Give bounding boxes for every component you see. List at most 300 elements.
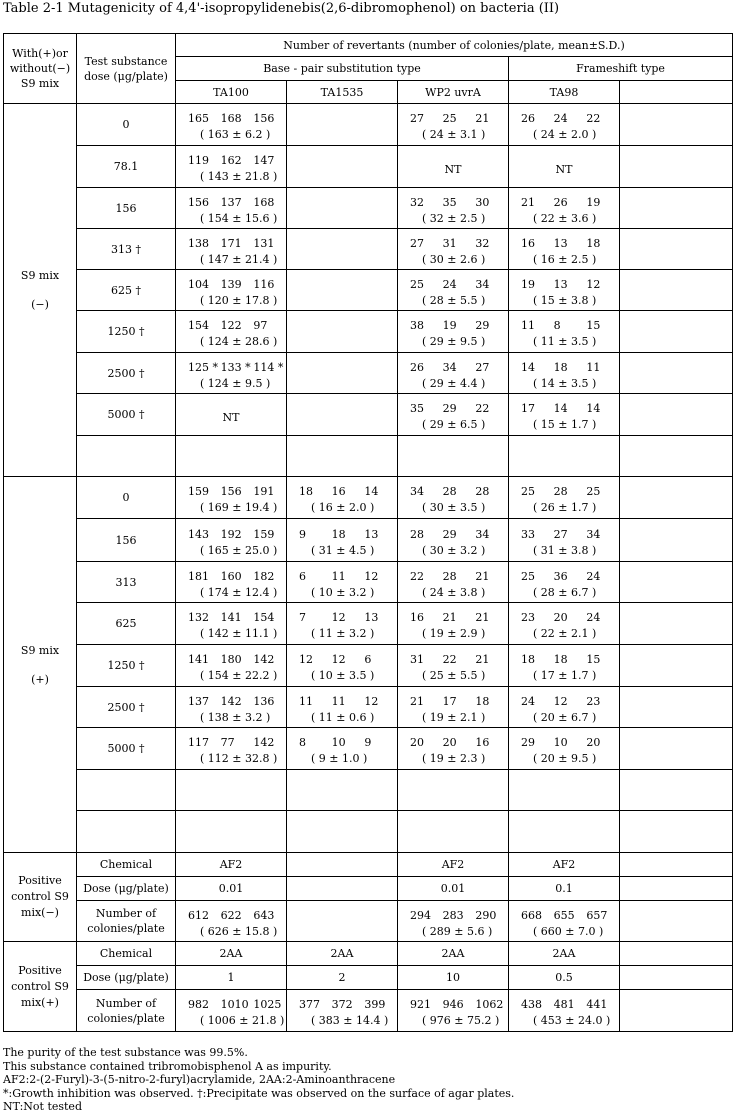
cell-ta98 <box>509 146 620 188</box>
mean-sd: ( 16 ± 2.0 ) <box>311 501 375 514</box>
plate-count: 20 <box>586 736 601 749</box>
group-sign: (−) <box>31 298 49 311</box>
cell-ta98 <box>509 687 620 728</box>
plate-count: 25 <box>521 485 535 498</box>
positive-control-row <box>4 877 733 901</box>
plate-count: 11 <box>521 319 535 332</box>
plate-count: 27 <box>410 236 424 250</box>
mean-sd: ( 1006 ± 21.8 ) <box>200 1014 285 1027</box>
mean-sd: ( 19 ± 2.9 ) <box>422 627 486 640</box>
cell-wp2uvra <box>398 353 509 394</box>
plate-count: 946 <box>442 998 464 1011</box>
group-label: S9 mix <box>20 269 60 282</box>
cell-wp2uvra <box>398 811 509 853</box>
cell-wp2uvra <box>398 728 509 770</box>
empty-cell <box>620 104 733 146</box>
plate-count: 12 <box>331 653 346 666</box>
plate-count: 180 <box>220 653 242 666</box>
plate-count: 32 <box>410 195 424 209</box>
plate-count: 12 <box>331 611 346 624</box>
dose-cell: 0 <box>77 477 176 519</box>
empty-cell <box>620 146 733 188</box>
mean-sd: ( 29 ± 4.4 ) <box>422 376 486 390</box>
plate-count: 117 <box>188 736 209 749</box>
group-label-cell <box>4 477 77 853</box>
dose-cell: 2500 † <box>77 353 176 394</box>
plate-counts <box>398 731 508 751</box>
mean-sd: ( 976 ± 75.2 ) <box>422 1014 500 1027</box>
plate-count: 10 <box>553 736 568 749</box>
cell-ta98 <box>509 270 620 311</box>
positive-row-label: Dose (μg/plate) <box>77 877 176 901</box>
plate-count: 132 <box>188 611 209 624</box>
plate-count: 137 <box>188 694 209 708</box>
mean-sd: ( 147 ± 21.4 ) <box>200 252 278 266</box>
note-impurity: This substance contained tribromobisphenol A as impurity. <box>3 1059 332 1073</box>
plate-counts <box>287 648 397 668</box>
mean-sd: ( 22 ± 2.1 ) <box>533 627 597 640</box>
cell-text: 0.1 <box>555 882 573 895</box>
plate-count: 9 <box>299 527 306 541</box>
table-row <box>4 811 733 853</box>
plate-counts <box>509 993 619 1013</box>
plate-count: 982 <box>188 998 209 1011</box>
cell-ta1535 <box>287 562 398 603</box>
plate-counts <box>398 690 508 710</box>
empty-cell <box>620 519 733 562</box>
empty-cell <box>620 728 733 770</box>
plate-count: 12 <box>364 569 379 583</box>
plate-count: 12 <box>586 277 601 291</box>
cell-wp2uvra <box>398 477 509 519</box>
cell-ta98 <box>509 477 620 519</box>
mean-sd: ( 31 ± 4.5 ) <box>311 543 375 557</box>
mean-sd: ( 11 ± 3.5 ) <box>533 335 597 348</box>
empty-cell <box>620 603 733 645</box>
plate-counts <box>509 523 619 543</box>
plate-count: 168 <box>220 112 242 125</box>
plate-count: 6 <box>364 653 372 666</box>
cell-text: AF2 <box>219 858 243 871</box>
table-row <box>4 394 733 436</box>
positive-row-label: Dose (μg/plate) <box>77 966 176 990</box>
cell-wp2uvra <box>398 603 509 645</box>
plate-count: 36 <box>553 569 568 583</box>
cell-ta98 <box>509 603 620 645</box>
mean-sd: ( 626 ± 15.8 ) <box>200 924 278 938</box>
plate-count: 24 <box>442 277 457 291</box>
plate-count: 22 <box>442 653 457 666</box>
plate-count: 138 <box>188 236 209 250</box>
cell-ta1535 <box>287 188 398 229</box>
plate-counts <box>509 731 619 751</box>
plate-count: 32 <box>475 236 490 250</box>
plate-counts <box>176 731 286 751</box>
cell-ta100 <box>176 687 287 728</box>
mean-sd: ( 10 ± 3.2 ) <box>311 585 375 599</box>
empty-cell <box>620 436 733 477</box>
plate-counts <box>398 648 508 668</box>
cell-ta98 <box>509 770 620 811</box>
cell-ta98 <box>509 562 620 603</box>
mean-sd: ( 20 ± 6.7 ) <box>533 710 597 724</box>
cell-wp2uvra <box>398 877 509 901</box>
strain-ta100-header: TA100 <box>176 81 287 104</box>
mean-sd: ( 31 ± 3.8 ) <box>533 543 597 557</box>
plate-counts <box>287 480 397 500</box>
cell-ta100 <box>176 562 287 603</box>
plate-count: 133 * <box>220 360 251 374</box>
mean-sd: ( 24 ± 3.1 ) <box>422 128 486 141</box>
dose-cell: 156 <box>77 519 176 562</box>
positive-control-row <box>4 853 733 877</box>
plate-count: 142 <box>220 694 242 708</box>
plate-counts <box>509 273 619 293</box>
plate-count: 18 <box>586 236 601 250</box>
cell-text: 10 <box>446 971 460 984</box>
plate-count: 24 <box>586 569 601 583</box>
plate-count: 137 <box>220 195 242 209</box>
cell-ta100 <box>176 353 287 394</box>
plate-counts <box>398 356 508 376</box>
plate-count: 27 <box>410 112 424 125</box>
cell-ta98 <box>509 229 620 270</box>
cell-ta1535 <box>287 811 398 853</box>
plate-count: 31 <box>410 653 424 666</box>
plate-count: 290 <box>475 908 497 922</box>
cell-ta1535 <box>287 477 398 519</box>
plate-count: 14 <box>586 402 601 415</box>
group-label-cell <box>4 104 77 477</box>
dose-cell: 5000 † <box>77 394 176 436</box>
plate-count: 154 <box>253 611 275 624</box>
plate-count: 142 <box>253 736 275 749</box>
plate-count: 25 <box>521 569 535 583</box>
plate-count: 441 <box>586 998 608 1011</box>
plate-count: 19 <box>521 277 535 291</box>
cell-ta98 <box>509 728 620 770</box>
cell-ta1535 <box>287 311 398 353</box>
cell-wp2uvra <box>398 770 509 811</box>
cell-ta100 <box>176 229 287 270</box>
plate-count: 11 <box>331 569 346 583</box>
plate-count: 22 <box>586 112 601 125</box>
plate-count: 31 <box>442 236 457 250</box>
empty-cell <box>620 394 733 436</box>
cell-ta100 <box>176 146 287 188</box>
plate-count: 27 <box>553 527 568 541</box>
cell-ta100 <box>176 966 287 990</box>
plate-counts <box>509 904 619 924</box>
cell-ta100 <box>176 519 287 562</box>
plate-count: 21 <box>475 653 490 666</box>
plate-count: 30 <box>475 195 490 209</box>
plate-count: 28 <box>553 485 568 498</box>
plate-count: 23 <box>586 694 601 708</box>
cell-text: NT <box>555 162 573 176</box>
dose-cell: 313 † <box>77 229 176 270</box>
cell-ta1535 <box>287 990 398 1032</box>
cell-wp2uvra <box>398 188 509 229</box>
plate-count: 21 <box>410 694 424 708</box>
cell-ta1535 <box>287 901 398 942</box>
note-symbols: *:Growth inhibition was observed. †:Precipitate was observed on the surface of agar plates. <box>3 1086 515 1100</box>
plate-count: 18 <box>331 527 346 541</box>
positive-control-label: Positive control S9 mix(−) <box>4 853 77 942</box>
plate-counts <box>398 480 508 500</box>
dose-cell: 156 <box>77 188 176 229</box>
plate-count: 372 <box>331 998 353 1011</box>
plate-count: 119 <box>188 154 209 167</box>
plate-count: 1062 <box>475 998 504 1011</box>
table-row <box>4 519 733 562</box>
table-row <box>4 728 733 770</box>
plate-counts <box>176 107 286 127</box>
empty-cell <box>620 877 733 901</box>
cell-ta100 <box>176 645 287 687</box>
mean-sd: ( 11 ± 3.2 ) <box>311 627 375 640</box>
positive-row-label: Chemical <box>77 942 176 966</box>
plate-count: 11 <box>331 694 346 708</box>
mean-sd: ( 30 ± 3.5 ) <box>422 501 486 514</box>
plate-count: 21 <box>475 569 490 583</box>
cell-wp2uvra <box>398 519 509 562</box>
positive-row-label: Chemical <box>77 853 176 877</box>
plate-count: 13 <box>553 236 568 250</box>
plate-count: 14 <box>553 402 568 415</box>
plate-counts <box>176 356 286 376</box>
plate-count: 24 <box>586 611 601 624</box>
cell-text: NT <box>444 162 462 176</box>
mean-sd: ( 28 ± 5.5 ) <box>422 293 486 307</box>
empty-cell <box>620 270 733 311</box>
cell-text: 2AA <box>219 947 243 960</box>
plate-count: 21 <box>521 195 535 209</box>
cell-ta100 <box>176 811 287 853</box>
cell-text: 2AA <box>330 947 354 960</box>
cell-wp2uvra <box>398 645 509 687</box>
plate-counts <box>509 232 619 252</box>
strain-ta1535-header: TA1535 <box>287 81 398 104</box>
cell-text: 0.5 <box>555 971 573 984</box>
empty-cell <box>620 901 733 942</box>
plate-count: 13 <box>364 527 379 541</box>
plate-count: 116 <box>253 277 275 291</box>
plate-count: 25 <box>586 485 601 498</box>
cell-ta98 <box>509 519 620 562</box>
plate-counts <box>176 993 286 1013</box>
plate-counts <box>509 107 619 127</box>
table-row <box>4 477 733 519</box>
plate-count: 15 <box>586 653 601 666</box>
dose-cell: 1250 † <box>77 311 176 353</box>
positive-row-label: Number of colonies/plate <box>77 990 176 1032</box>
mean-sd: ( 19 ± 2.3 ) <box>422 752 486 765</box>
plate-count: 143 <box>188 527 209 541</box>
plate-count: 27 <box>475 360 490 374</box>
plate-count: 24 <box>521 694 535 708</box>
cell-wp2uvra <box>398 146 509 188</box>
plate-counts <box>176 904 286 924</box>
plate-count: 9 <box>364 736 372 749</box>
plate-count: 28 <box>442 569 457 583</box>
cell-ta100 <box>176 770 287 811</box>
plate-count: 28 <box>442 485 457 498</box>
plate-count: 612 <box>188 908 209 922</box>
plate-count: 481 <box>553 998 575 1011</box>
cell-wp2uvra <box>398 229 509 270</box>
plate-counts <box>509 565 619 585</box>
dose-cell: 2500 † <box>77 687 176 728</box>
plate-count: 18 <box>299 485 313 498</box>
empty-cell <box>620 645 733 687</box>
plate-counts <box>176 314 286 334</box>
cell-text: 0.01 <box>218 882 244 895</box>
plate-counts <box>287 606 397 626</box>
plate-counts <box>509 356 619 376</box>
plate-count: 18 <box>475 694 490 708</box>
table-row <box>4 603 733 645</box>
plate-count: 20 <box>553 611 568 624</box>
cell-wp2uvra <box>398 853 509 877</box>
plate-counts <box>176 690 286 710</box>
cell-ta98 <box>509 645 620 687</box>
plate-counts <box>509 314 619 334</box>
empty-header <box>620 81 733 104</box>
plate-count: 13 <box>364 611 379 624</box>
plate-count: 34 <box>475 277 490 291</box>
plate-count: 19 <box>586 195 601 209</box>
plate-count: 160 <box>220 569 242 583</box>
group-sign: (+) <box>31 672 49 686</box>
plate-count: 34 <box>410 485 424 498</box>
dose-cell: 313 <box>77 562 176 603</box>
mean-sd: ( 138 ± 3.2 ) <box>200 710 271 724</box>
mean-sd: ( 10 ± 3.5 ) <box>311 669 375 682</box>
mean-sd: ( 19 ± 2.1 ) <box>422 710 486 724</box>
table-row <box>4 770 733 811</box>
plate-count: 16 <box>475 736 490 749</box>
plate-count: 141 <box>188 653 209 666</box>
plate-count: 97 <box>253 319 268 332</box>
cell-ta1535 <box>287 728 398 770</box>
mean-sd: ( 383 ± 14.4 ) <box>311 1014 389 1027</box>
plate-count: 12 <box>299 653 313 666</box>
plate-counts <box>176 149 286 169</box>
cell-ta1535 <box>287 942 398 966</box>
plate-count: 622 <box>220 908 242 922</box>
plate-count: 643 <box>253 908 275 922</box>
plate-count: 142 <box>253 653 275 666</box>
positive-control-row <box>4 942 733 966</box>
cell-wp2uvra <box>398 562 509 603</box>
plate-counts <box>398 314 508 334</box>
cell-text: AF2 <box>441 858 465 871</box>
plate-count: 29 <box>475 319 490 332</box>
plate-counts <box>176 480 286 500</box>
cell-ta100 <box>176 477 287 519</box>
cell-ta98 <box>509 990 620 1032</box>
plate-count: 16 <box>521 236 535 250</box>
table-row <box>4 436 733 477</box>
cell-text: 1 <box>227 971 235 984</box>
table-row <box>4 229 733 270</box>
mean-sd: ( 169 ± 19.4 ) <box>200 501 278 514</box>
cell-ta98 <box>509 311 620 353</box>
cell-wp2uvra <box>398 990 509 1032</box>
cell-ta98 <box>509 811 620 853</box>
cell-wp2uvra <box>398 394 509 436</box>
table-row <box>4 146 733 188</box>
empty-cell <box>620 562 733 603</box>
plate-count: 1025 <box>253 998 282 1011</box>
plate-count: 25 <box>410 277 424 291</box>
plate-count: 171 <box>220 236 242 250</box>
cell-ta100 <box>176 603 287 645</box>
cell-ta98 <box>509 901 620 942</box>
plate-count: 28 <box>410 527 424 541</box>
cell-ta100 <box>176 728 287 770</box>
plate-count: 18 <box>553 653 568 666</box>
plate-count: 162 <box>220 154 242 167</box>
plate-count: 377 <box>299 998 320 1011</box>
cell-text: NT <box>222 410 240 424</box>
plate-count: 294 <box>410 908 431 922</box>
plate-count: 21 <box>475 112 490 125</box>
mean-sd: ( 15 ± 3.8 ) <box>533 293 597 307</box>
plate-count: 156 <box>188 195 209 209</box>
plate-counts <box>398 565 508 585</box>
plate-counts <box>398 273 508 293</box>
plate-count: 26 <box>521 112 535 125</box>
mean-sd: ( 32 ± 2.5 ) <box>422 211 486 225</box>
dose-cell: 625 <box>77 603 176 645</box>
plate-counts <box>176 648 286 668</box>
plate-count: 22 <box>410 569 424 583</box>
plate-count: 139 <box>220 277 242 291</box>
plate-count: 21 <box>442 611 457 624</box>
plate-count: 29 <box>442 527 457 541</box>
cell-wp2uvra <box>398 966 509 990</box>
cell-ta100 <box>176 436 287 477</box>
cell-ta98 <box>509 853 620 877</box>
cell-ta98 <box>509 877 620 901</box>
plate-count: 12 <box>553 694 568 708</box>
plate-counts <box>398 232 508 252</box>
plate-counts <box>287 731 397 751</box>
dose-cell <box>77 811 176 853</box>
mean-sd: ( 25 ± 5.5 ) <box>422 669 486 682</box>
mean-sd: ( 16 ± 2.5 ) <box>533 252 597 266</box>
plate-counts <box>398 993 508 1013</box>
plate-count: 23 <box>521 611 535 624</box>
cell-ta98 <box>509 353 620 394</box>
empty-cell <box>620 687 733 728</box>
plate-counts <box>176 523 286 543</box>
plate-counts <box>176 565 286 585</box>
empty-cell <box>620 353 733 394</box>
plate-count: 156 <box>220 485 242 498</box>
plate-count: 29 <box>442 402 457 415</box>
note-nt: NT:Not tested <box>3 1100 82 1114</box>
mean-sd: ( 143 ± 21.8 ) <box>200 170 278 183</box>
table-row <box>4 353 733 394</box>
plate-count: 22 <box>475 402 490 415</box>
plate-counts <box>176 273 286 293</box>
cell-wp2uvra <box>398 687 509 728</box>
mean-sd: ( 26 ± 1.7 ) <box>533 501 597 514</box>
plate-counts <box>509 191 619 211</box>
